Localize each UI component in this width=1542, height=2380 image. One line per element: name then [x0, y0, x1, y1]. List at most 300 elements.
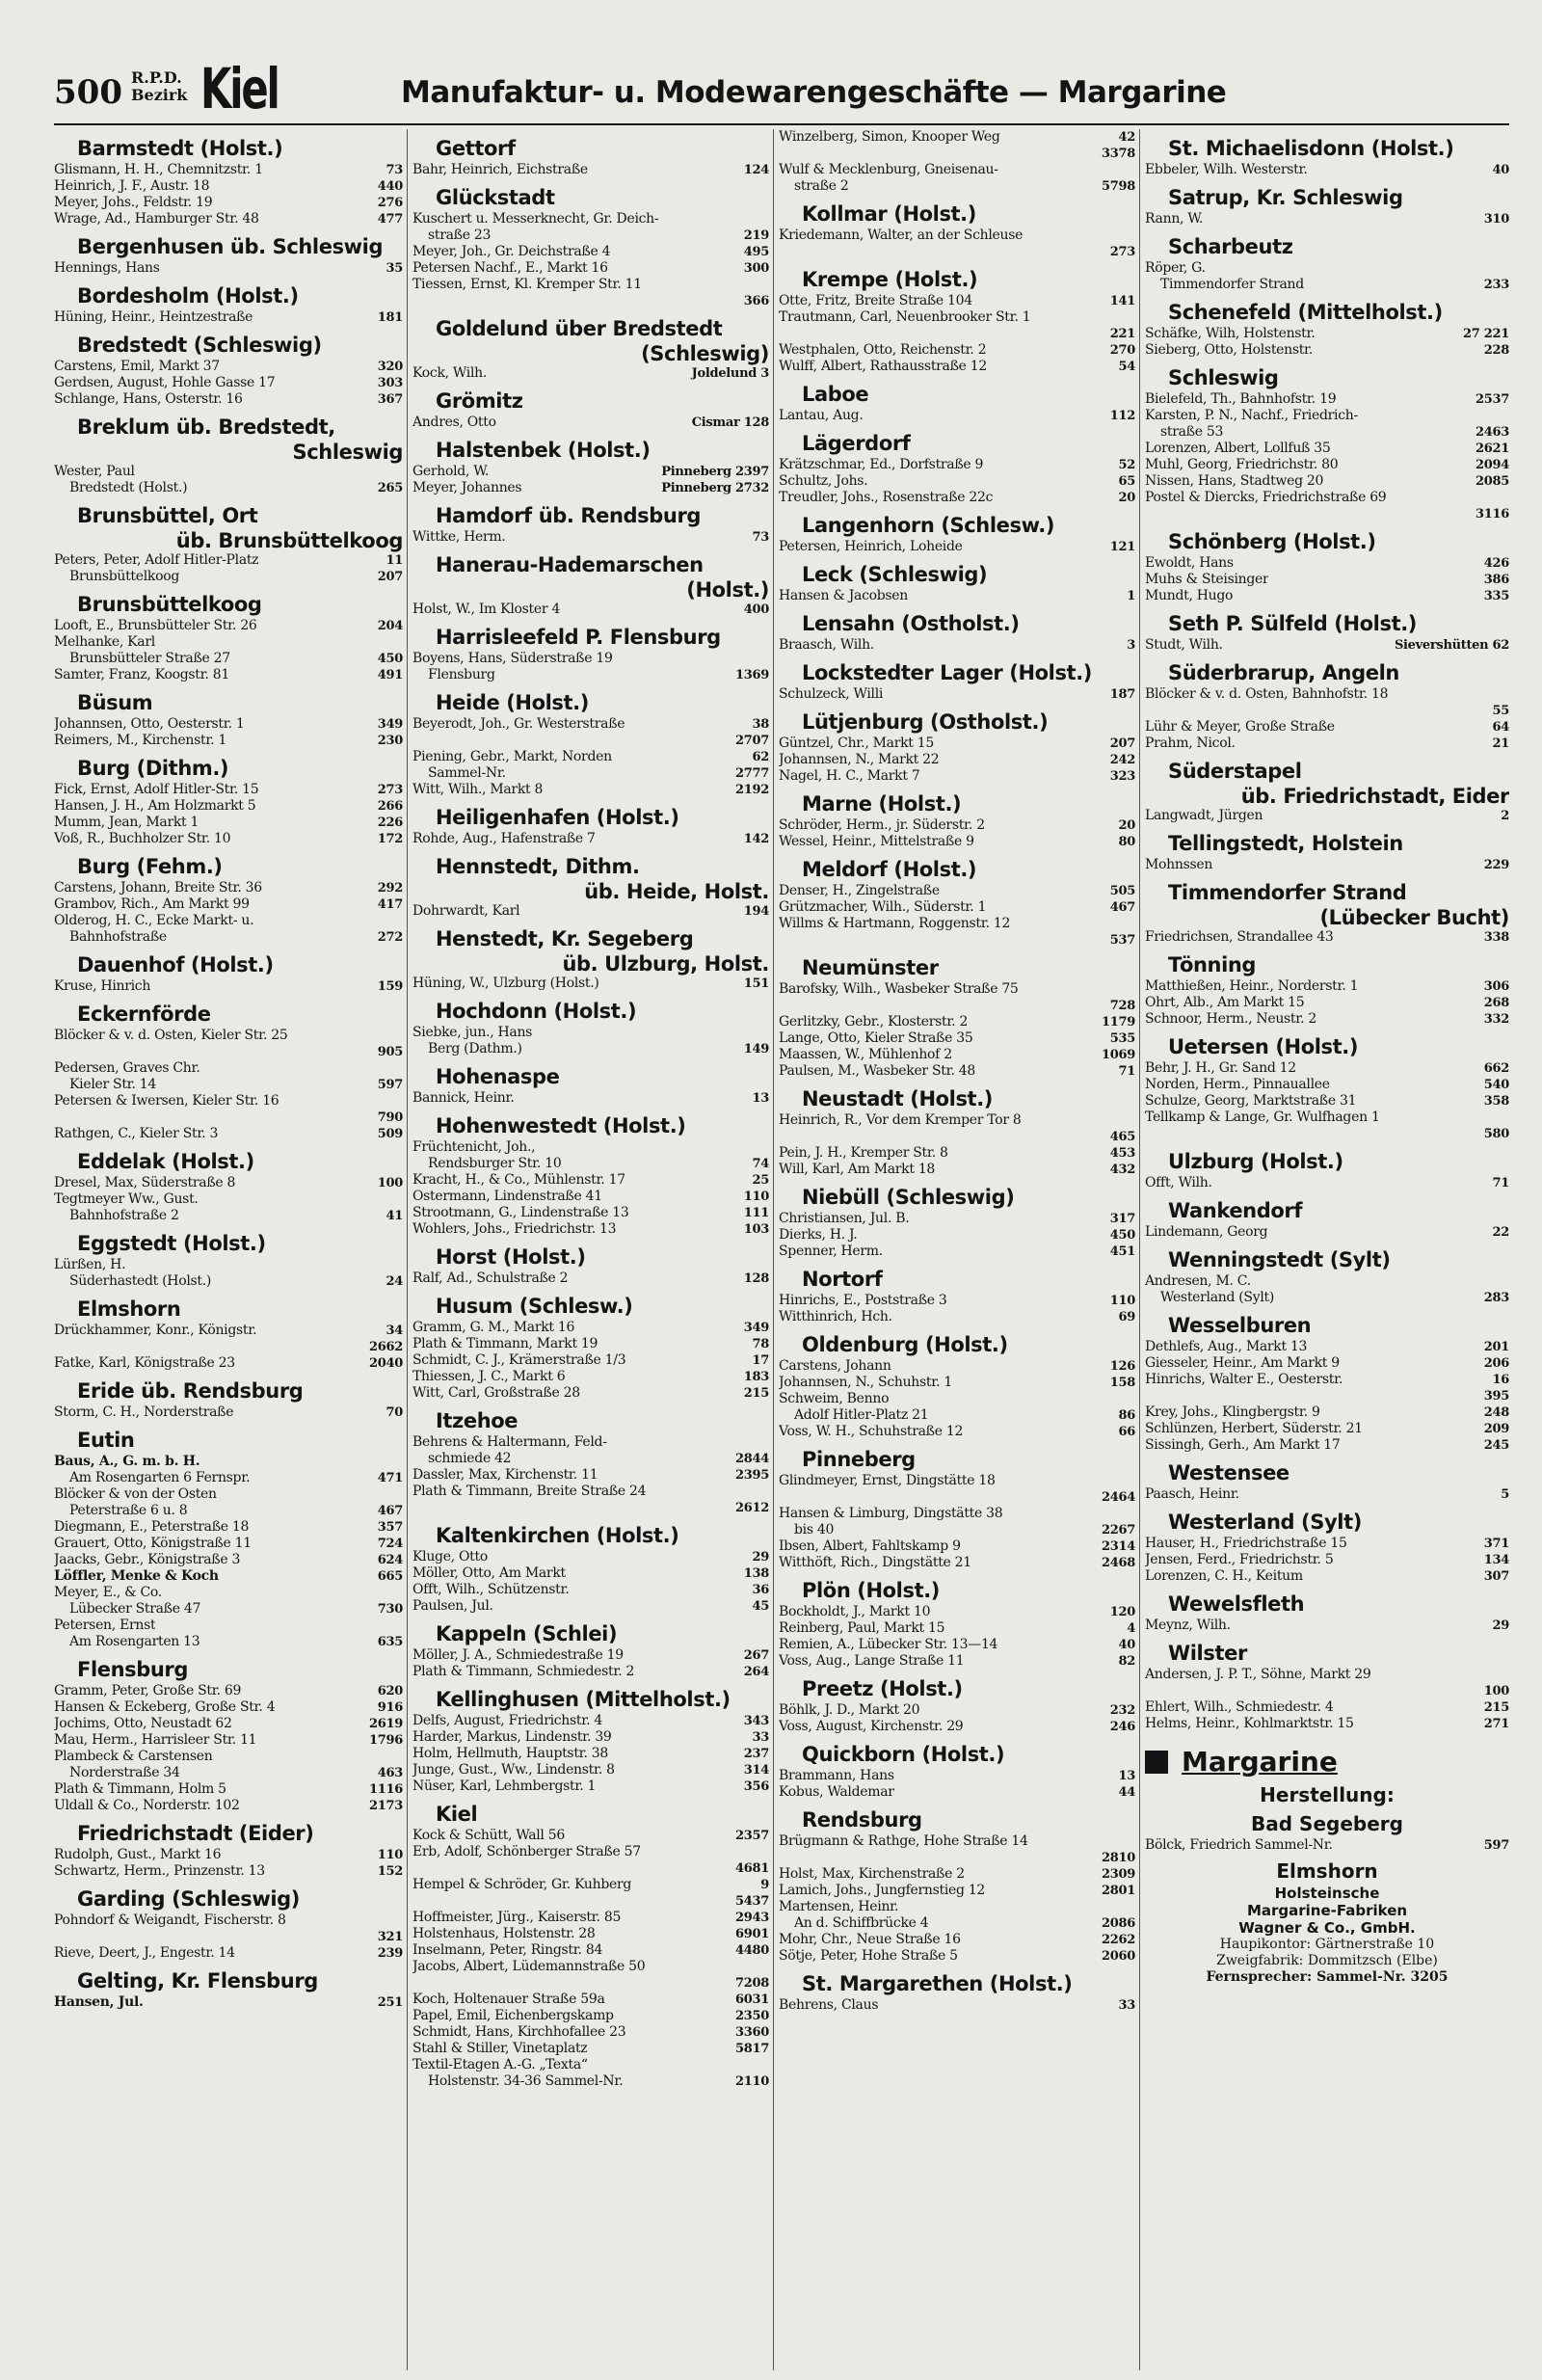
entry-number: 100: [1483, 1684, 1509, 1698]
listing-continuation: [779, 178, 1135, 195]
entry-number: 78: [752, 1337, 769, 1351]
rpd-line-2: Bezirk: [131, 86, 188, 104]
listing-entry: [1145, 1388, 1509, 1404]
town-heading-line-2: (Holst.): [686, 578, 769, 602]
town-heading: Kiel: [436, 1803, 478, 1826]
entry-number: 477: [377, 212, 403, 227]
entry-number: 400: [743, 602, 769, 617]
entry-name: Johannsen, N., Schuhstr. 1: [779, 1375, 952, 1390]
entry-name: Nagel, H. C., Markt 7: [779, 768, 920, 784]
listing-entry: [1145, 1372, 1509, 1388]
town-block: [54, 414, 403, 496]
entry-name: Westphalen, Otto, Reichenstr. 2: [779, 342, 987, 358]
listing-continuation: [54, 1077, 403, 1093]
entry-number: 110: [1109, 1294, 1135, 1308]
entry-number: 237: [743, 1747, 769, 1761]
town-heading: Leck (Schleswig): [802, 563, 988, 586]
entry-number: 535: [1109, 1031, 1135, 1046]
entry-number: 20: [1118, 491, 1135, 505]
entry-number: 233: [1483, 278, 1509, 292]
town-block: [779, 1267, 1135, 1325]
town-heading: Heide (Holst.): [436, 691, 589, 714]
listing-entry: [412, 651, 769, 667]
listing-entry: [412, 244, 769, 260]
entry-number: 1069: [1102, 1048, 1135, 1062]
entry-number: 80: [1118, 835, 1135, 849]
entry-name: Hansen & Eckeberg, Große Str. 4: [54, 1699, 276, 1715]
entry-name: Braasch, Wilh.: [779, 637, 874, 653]
listing-entry: [412, 1893, 769, 1910]
listing-entry: [412, 1320, 769, 1336]
listing-entry: [54, 1044, 403, 1060]
listing-entry: [1145, 391, 1509, 408]
listing-entry: [412, 1992, 769, 2008]
entry-number: 366: [743, 294, 769, 308]
town-block: [779, 201, 1135, 260]
town-heading: Eride üb. Rendsburg: [77, 1379, 304, 1403]
entry-number: 2943: [735, 1911, 769, 1925]
town-heading: Pinneberg: [802, 1448, 916, 1471]
town-heading: Bad Segeberg: [1251, 1812, 1403, 1835]
entry-name: straße 53: [1160, 424, 1224, 440]
entry-name: Will, Karl, Am Markt 18: [779, 1162, 936, 1177]
listing-continuation: [54, 1273, 403, 1290]
entry-number: 13: [1118, 1769, 1135, 1783]
column-4: [1145, 129, 1509, 2370]
town-heading: Tönning: [1168, 953, 1257, 976]
town-block: [1145, 759, 1509, 824]
entry-number: [763, 1959, 769, 1975]
listing-entry: [412, 2024, 769, 2041]
entry-number: 314: [743, 1763, 769, 1778]
entry-name: Bockholdt, J., Markt 10: [779, 1604, 931, 1619]
entry-number: 271: [1483, 1717, 1509, 1731]
entry-name: Nissen, Hans, Stadtweg 20: [1145, 473, 1324, 489]
town-heading: Süderstapel: [1168, 760, 1302, 783]
listing-entry: [412, 365, 769, 382]
listing-entry: [54, 1536, 403, 1552]
entry-name: Gerdsen, August, Hohle Gasse 17: [54, 375, 276, 390]
entry-number: 357: [377, 1520, 403, 1535]
listing-continuation: [779, 1522, 1135, 1538]
listing-entry: [412, 1729, 769, 1746]
listing-entry: [1145, 1273, 1509, 1290]
town-block: [412, 690, 769, 798]
entry-name: schmiede 42: [428, 1451, 512, 1466]
listing-entry: [412, 1385, 769, 1402]
entry-number: 206: [1483, 1356, 1509, 1371]
listing-entry: [779, 1555, 1135, 1571]
town-block: [54, 136, 403, 227]
entry-number: 303: [377, 376, 403, 390]
town-heading: Halstenbek (Holst.): [436, 439, 651, 462]
entry-number: 7208: [735, 1976, 769, 1991]
listing-entry: [412, 414, 769, 431]
listing-entry: [412, 602, 769, 618]
town-block: [1145, 880, 1509, 946]
entry-number: 55: [1492, 704, 1509, 718]
entry-number: 62: [752, 750, 769, 764]
listing-entry: [54, 798, 403, 815]
entry-name: Postel & Diercks, Friedrichstraße 69: [1145, 490, 1387, 505]
entry-number: 2621: [1476, 441, 1509, 456]
listing-entry: [1145, 978, 1509, 995]
listing-entry: [1145, 735, 1509, 752]
entry-number: 2619: [369, 1717, 403, 1731]
entry-number: 242: [1109, 753, 1135, 767]
entry-number: [397, 634, 403, 651]
entry-name: Storm, C. H., Norderstraße: [54, 1404, 234, 1420]
entry-name: Paulsen, Jul.: [412, 1598, 493, 1614]
town-block: [1145, 952, 1509, 1028]
entry-number: [397, 1191, 403, 1208]
town-heading: Nortorf: [802, 1268, 883, 1291]
entry-number: 451: [1109, 1244, 1135, 1259]
listing-entry: [1145, 473, 1509, 490]
listing-entry: [779, 981, 1135, 998]
town-heading: Wewelsfleth: [1168, 1592, 1305, 1616]
listing-continuation: [412, 227, 769, 244]
entry-name: Möller, Otto, Am Markt: [412, 1565, 566, 1581]
listing-entry: [54, 1945, 403, 1962]
entry-name: Meynz, Wilh.: [1145, 1618, 1231, 1633]
town-block: [412, 854, 769, 920]
entry-number: 467: [1109, 900, 1135, 915]
town-block: [54, 592, 403, 683]
listing-entry: [412, 716, 769, 733]
entry-number: 5817: [735, 2042, 769, 2056]
town-block: [1145, 365, 1509, 522]
listing-entry: [779, 342, 1135, 359]
entry-number: 2612: [735, 1501, 769, 1515]
entry-name: Wester, Paul: [54, 464, 135, 479]
town-heading: Kollmar (Holst.): [802, 202, 976, 226]
entry-name: Rathgen, C., Kieler Str. 3: [54, 1126, 219, 1141]
listing-entry: [779, 1375, 1135, 1391]
town-heading: Süderbrarup, Angeln: [1168, 661, 1399, 684]
entry-name: Kock & Schütt, Wall 56: [412, 1828, 565, 1843]
entry-number: 33: [1118, 1998, 1135, 2013]
listing-entry: [779, 1538, 1135, 1555]
listing-entry: [412, 1565, 769, 1582]
listing-entry: [779, 1883, 1135, 1899]
listing-entry: [54, 1486, 403, 1503]
entry-number: 9: [760, 1878, 769, 1892]
entry-number: [1130, 1473, 1135, 1489]
entry-number: 110: [377, 1848, 403, 1862]
entry-number: 69: [1118, 1310, 1135, 1324]
town-heading: Eutin: [77, 1429, 135, 1452]
listing-entry: [1145, 342, 1509, 359]
entry-number: 620: [377, 1684, 403, 1698]
entry-number: [763, 1844, 769, 1860]
entry-number: 265: [377, 481, 403, 495]
entry-name: Tiessen, Ernst, Kl. Kremper Str. 11: [412, 277, 642, 292]
entry-number: 52: [1118, 458, 1135, 472]
town-block: [412, 136, 769, 178]
town-heading: Hanerau-Hademarschen: [436, 553, 704, 576]
entry-name: Jacobs, Albert, Lüdemannstraße 50: [412, 1959, 646, 1974]
town-heading: Garding (Schleswig): [77, 1887, 300, 1911]
entry-name: Winzelberg, Simon, Knooper Weg: [779, 129, 1000, 145]
entry-number: [397, 1618, 403, 1634]
entry-name: Kobus, Waldemar: [779, 1784, 894, 1800]
entry-number: 2173: [369, 1799, 403, 1813]
listing-entry: [779, 359, 1135, 375]
entry-number: [397, 913, 403, 929]
town-block: [412, 185, 769, 309]
listing-entry: [412, 2041, 769, 2057]
town-heading: Bordesholm (Holst.): [77, 284, 299, 308]
entry-number: 273: [1109, 245, 1135, 259]
town-block: [412, 926, 769, 992]
town-block: [412, 1294, 769, 1402]
listing-continuation: [412, 1451, 769, 1467]
listing-entry: [779, 1637, 1135, 1653]
entry-number: Pinneberg 2732: [661, 481, 769, 495]
entry-name: Tegtmeyer Ww., Gust.: [54, 1191, 199, 1207]
entry-number: 66: [1118, 1425, 1135, 1439]
listing-entry: [779, 539, 1135, 555]
company-line: Margarine-Fabriken: [1246, 1902, 1408, 1919]
entry-name: Beyerodt, Joh., Gr. Westerstraße: [412, 716, 625, 732]
town-heading: Neustadt (Holst.): [802, 1087, 993, 1110]
entry-name: Schnoor, Herm., Neustr. 2: [1145, 1011, 1317, 1027]
entry-name: Hinrichs, E., Poststraße 3: [779, 1293, 947, 1308]
town-heading: Preetz (Holst.): [802, 1677, 963, 1700]
entry-name: Blöcker & v. d. Osten, Kieler Str. 25: [54, 1028, 288, 1043]
entry-number: 2662: [369, 1340, 403, 1354]
entry-name: Petersen & Iwersen, Kieler Str. 16: [54, 1093, 279, 1109]
listing-entry: [412, 1877, 769, 1893]
entry-number: 272: [377, 930, 403, 945]
listing-entry: [779, 1391, 1135, 1407]
town-block: [1145, 1198, 1509, 1241]
entry-name: Schultz, Johs.: [779, 473, 868, 489]
listing-entry: [779, 768, 1135, 785]
entry-number: 40: [1118, 1638, 1135, 1652]
entry-name: Boyens, Hans, Süderstraße 19: [412, 651, 613, 666]
entry-name: Junge, Gust., Ww., Lindenstr. 8: [412, 1762, 615, 1778]
listing-entry: [1145, 703, 1509, 719]
listing-entry: [412, 1434, 769, 1451]
listing-entry: [1145, 1568, 1509, 1585]
entry-number: 82: [1118, 1654, 1135, 1669]
listing-entry: [54, 1355, 403, 1372]
listing-entry: [412, 831, 769, 847]
town-block: [1145, 1460, 1509, 1503]
listing-continuation: [1145, 277, 1509, 293]
town-heading: Westensee: [1168, 1461, 1289, 1484]
listing-entry: [412, 782, 769, 798]
listing-entry: [54, 1339, 403, 1355]
town-heading: Meldorf (Holst.): [802, 858, 977, 881]
town-block: [779, 611, 1135, 654]
town-heading-line-2: (Schleswig): [641, 342, 769, 365]
entry-name: Flensburg: [428, 667, 495, 682]
listing-entry: [779, 637, 1135, 654]
entry-number: 5: [1501, 1487, 1509, 1502]
entry-number: 71: [1492, 1176, 1509, 1190]
entry-number: 54: [1118, 360, 1135, 374]
listing-entry: [412, 749, 769, 765]
entry-number: 3: [1127, 638, 1135, 653]
listing-entry: [412, 1172, 769, 1189]
listing-entry: [779, 932, 1135, 949]
entry-name: Lindemann, Georg: [1145, 1224, 1268, 1240]
entry-number: 264: [743, 1665, 769, 1679]
listing-entry: [779, 1227, 1135, 1243]
listing-entry: [779, 1866, 1135, 1883]
town-heading: Niebüll (Schleswig): [802, 1186, 1015, 1209]
entry-name: Behrens, Claus: [779, 1997, 879, 2013]
listing-entry: [412, 1025, 769, 1041]
column-3: [779, 129, 1135, 2370]
listing-entry: [54, 1716, 403, 1732]
town-heading: Seth P. Sülfeld (Holst.): [1168, 612, 1417, 635]
district-city: Kiel: [200, 56, 279, 121]
entry-number: 120: [1109, 1605, 1135, 1619]
entry-name: Schäfke, Wilh, Holstenstr.: [1145, 326, 1316, 341]
entry-name: Norderstraße 34: [69, 1765, 180, 1780]
entry-number: 100: [377, 1176, 403, 1190]
town-block: [412, 1064, 769, 1107]
listing-entry: [54, 1568, 403, 1585]
listing-entry: [779, 457, 1135, 473]
entry-number: 42: [1118, 130, 1135, 145]
entry-name: Koch, Holtenauer Straße 59a: [412, 1992, 605, 2007]
listing-entry: [779, 1784, 1135, 1801]
entry-number: 74: [752, 1157, 769, 1171]
entry-number: 64: [1492, 720, 1509, 735]
entry-number: 2314: [1102, 1539, 1135, 1554]
listing-entry: [1145, 637, 1509, 654]
listing-entry: [54, 896, 403, 913]
listing-entry: [412, 1910, 769, 1926]
entry-number: 29: [752, 1550, 769, 1564]
entry-number: 24: [386, 1274, 403, 1289]
entry-number: [397, 1454, 403, 1470]
entry-number: [763, 1484, 769, 1500]
listing-entry: [412, 2057, 769, 2073]
entry-name: Textil-Etagen A.-G. „Texta“: [412, 2057, 588, 2072]
town-block: [1145, 185, 1509, 227]
entry-number: [1130, 916, 1135, 932]
listing-entry: [779, 1145, 1135, 1162]
listing-entry: [412, 260, 769, 277]
listing-entry: [54, 260, 403, 277]
entry-name: Mumm, Jean, Markt 1: [54, 815, 199, 830]
entry-name: Westerland (Sylt): [1160, 1290, 1275, 1305]
entry-number: 2309: [1102, 1867, 1135, 1882]
listing-entry: [54, 1093, 403, 1110]
listing-entry: [54, 1126, 403, 1142]
listing-entry: [54, 634, 403, 651]
listing-continuation: [779, 1915, 1135, 1932]
listing-entry: [412, 293, 769, 309]
entry-number: [1130, 309, 1135, 326]
town-block: [412, 316, 769, 382]
entry-name: Maassen, W., Mühlenhof 2: [779, 1047, 952, 1062]
listing-entry: [54, 1912, 403, 1929]
entry-number: 3360: [735, 2025, 769, 2040]
entry-name: Heinrich, R., Vor dem Kremper Tor 8: [779, 1112, 1022, 1128]
listing-entry: [779, 1489, 1135, 1506]
listing-entry: [1145, 719, 1509, 735]
entry-number: 306: [1483, 979, 1509, 994]
town-heading: Horst (Holst.): [436, 1245, 586, 1269]
entry-name: Schulzeck, Willi: [779, 686, 884, 702]
listing-entry: [412, 1942, 769, 1959]
entry-number: [1503, 408, 1509, 424]
town-block: [54, 1821, 403, 1880]
entry-number: [763, 1025, 769, 1041]
listing-entry: [1145, 572, 1509, 588]
entry-name: Holst, W., Im Kloster 4: [412, 602, 560, 617]
town-block: [412, 625, 769, 683]
entry-name: Spenner, Herm.: [779, 1243, 883, 1259]
entry-name: Langwadt, Jürgen: [1145, 808, 1263, 823]
listing-entry: [779, 588, 1135, 604]
entry-name: Am Rosengarten 6 Fernspr.: [69, 1470, 251, 1485]
listing-entry: [779, 309, 1135, 326]
entry-name: Holm, Hellmuth, Hauptstr. 38: [412, 1746, 609, 1761]
town-heading: Timmendorfer Strand: [1168, 881, 1407, 904]
entry-name: Johannsen, N., Markt 22: [779, 752, 940, 767]
entry-name: Hennings, Hans: [54, 260, 160, 276]
entry-name: Muhs & Steisinger: [1145, 572, 1269, 587]
entry-number: 386: [1483, 573, 1509, 587]
entry-name: Peters, Peter, Adolf Hitler-Platz: [54, 552, 259, 568]
town-block: [1145, 1149, 1509, 1191]
town-heading: Quickborn (Holst.): [802, 1743, 1005, 1766]
entry-number: 16: [1492, 1373, 1509, 1387]
listing-entry: [54, 782, 403, 798]
town-block: [54, 756, 403, 847]
entry-number: 158: [1109, 1376, 1135, 1390]
entry-number: 426: [1483, 556, 1509, 571]
listing-entry: [1145, 1093, 1509, 1110]
entry-name: Prahm, Nicol.: [1145, 735, 1236, 751]
town-block: [412, 1244, 769, 1287]
entry-number: [397, 1093, 403, 1110]
entry-number: [1130, 1112, 1135, 1129]
rpd-label: [131, 69, 187, 104]
town-block: [779, 513, 1135, 555]
entry-name: Möller, J. A., Schmiedestraße 19: [412, 1647, 624, 1663]
entry-name: Bahnhofstraße: [69, 929, 167, 945]
entry-number: [763, 651, 769, 667]
entry-number: 440: [377, 179, 403, 194]
listing-entry: [412, 2008, 769, 2024]
entry-name: Witt, Carl, Großstraße 28: [412, 1385, 580, 1401]
listing-entry: [779, 1047, 1135, 1063]
listing-entry: [779, 899, 1135, 916]
town-heading: Lägerdorf: [802, 432, 911, 455]
entry-number: [763, 2057, 769, 2073]
entry-number: 624: [377, 1553, 403, 1567]
section-heading: [1145, 1746, 1509, 1778]
entry-name: Löffler, Menke & Koch: [54, 1568, 219, 1584]
entry-name: Matthießen, Heinr., Norderstr. 1: [1145, 978, 1359, 994]
entry-name: Piening, Gebr., Markt, Norden: [412, 749, 612, 764]
town-heading-line-2: üb. Brunsbüttelkoog: [175, 529, 403, 552]
town-block: [54, 1657, 403, 1814]
town-block: [412, 503, 769, 546]
entry-name: Adolf Hitler-Platz 21: [794, 1407, 929, 1423]
entry-number: 916: [377, 1700, 403, 1715]
town-heading: St. Margarethen (Holst.): [802, 1972, 1073, 1995]
